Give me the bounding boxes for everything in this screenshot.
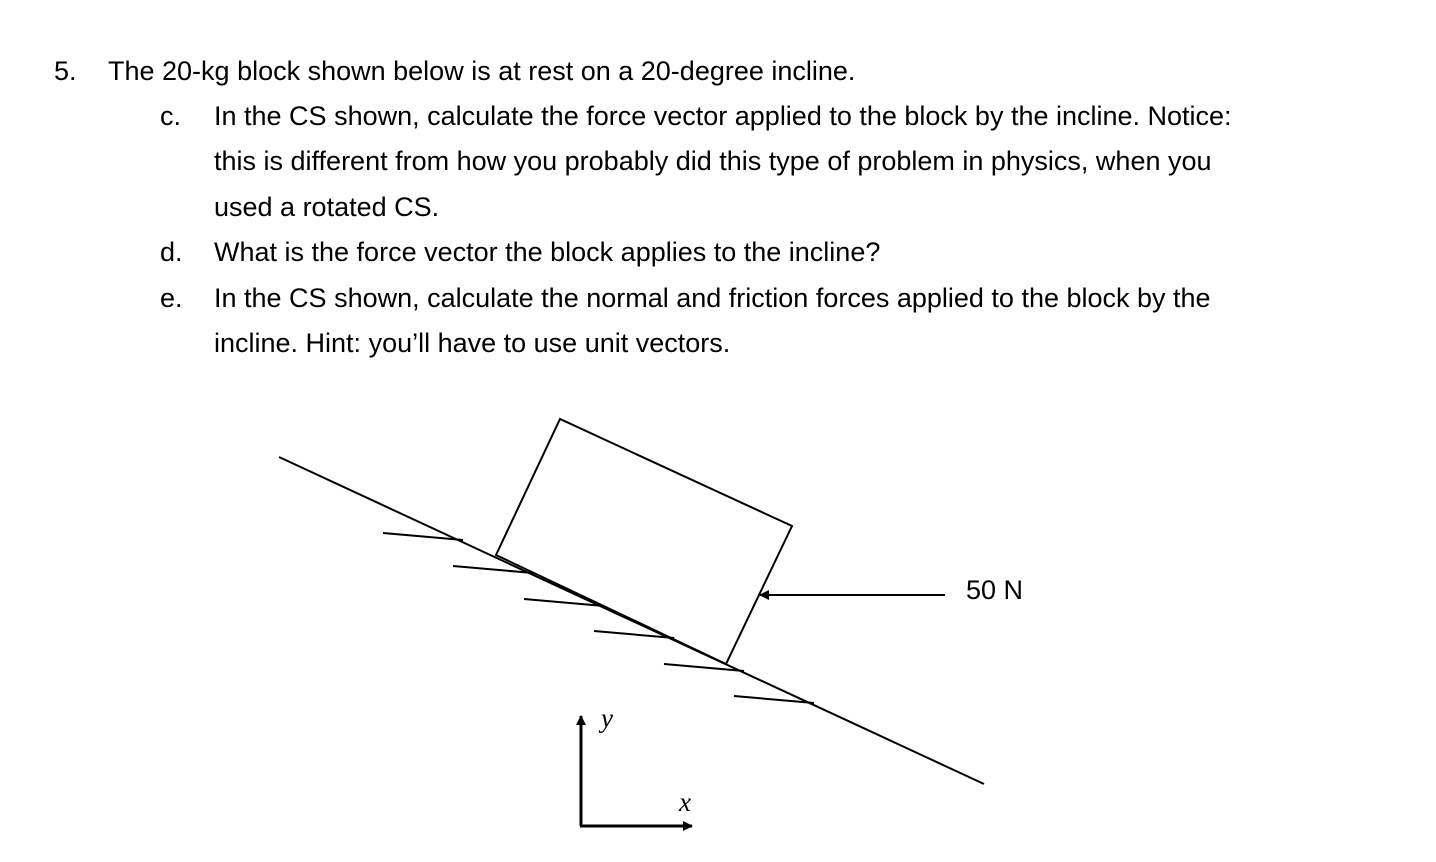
problem-stem: The 20-kg block shown below is at rest on a 20-degree incline. [108, 56, 856, 86]
problem-number: 5. [54, 56, 77, 86]
part-letter: d. [160, 237, 183, 267]
part-text-line: this is different from how you probably did this type of problem in physics, when you [214, 146, 1212, 176]
part-text-line: In the CS shown, calculate the normal and friction forces applied to the block by the [214, 283, 1211, 313]
part-text-line: incline. Hint: you’ll have to use unit vectors. [214, 328, 731, 358]
part-text-line: What is the force vector the block applies to the incline? [214, 237, 881, 267]
coordinate-system [580, 716, 692, 826]
part-text-line: In the CS shown, calculate the force vector applied to the block by the incline. Notice: [214, 101, 1232, 131]
part-letter: c. [160, 101, 182, 131]
y-axis-label: y [601, 703, 613, 733]
incline-surface [279, 457, 984, 784]
x-axis-label: x [679, 787, 691, 817]
part-text-line: used a rotated CS. [214, 192, 440, 222]
ground-hatching [383, 533, 814, 703]
part-letter: e. [160, 283, 183, 313]
force-label: 50 N [966, 575, 1024, 605]
